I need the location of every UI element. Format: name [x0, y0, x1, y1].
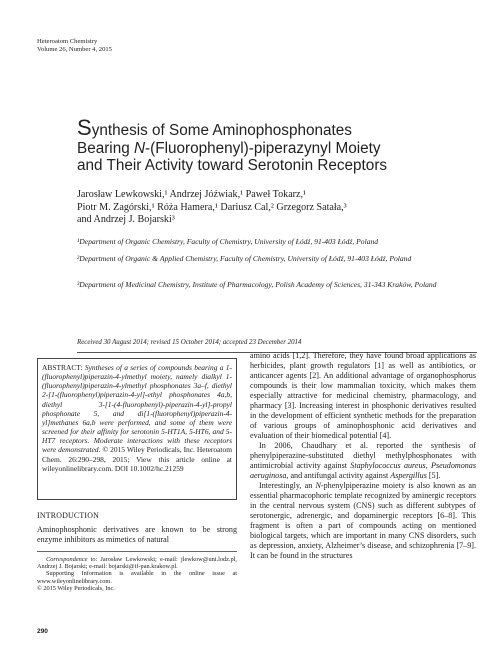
paragraph-3: Interestingly, an N-phenylpiperazine moiety is also known as an essential pharmacophoric template recognized by aminergic receptors in the central nervous system (CNS) such as different subtypes of serotonergic, adrenergic, and dopaminergic receptors [6–8]. This fragment is often a part of compounds acting on mentioned biological targets, which are important in many CNS disorders, such as depression, anxiety, Alzheimer’s disease, and schizophrenia [7–9]. It can be found in the structures — [250, 481, 476, 560]
journal-name: Heteroatom Chemistry — [37, 38, 98, 45]
received-dates: Received 30 August 2014; revised 15 October 2014; accepted 23 December 2014 — [77, 339, 302, 346]
paragraph-1: amino acids [1,2]. Therefore, they have found broad applications as herbicides, plant growth regulators [1] as well as antibiotics, or anticancer agents [2]. An additional advantage of organophosphorus compounds is their low mammalian toxicity, which makes them especially attractive for medicinal chemistry, pharmacology, and pharmacy [3]. Increasing interest in phosphonic derivatives resulted in the development of efficient synthetic methods for the preparation of various groups of aminophosphonic acid derivatives and evaluation of their biomedical potential [4]. — [250, 351, 476, 440]
title-initial: S — [77, 115, 92, 140]
abstract-box — [37, 358, 237, 500]
paragraph-2: In 2006, Chaudhary et al. reported the synthesis of phenylpiperazine-substituted diethyl methylphosphonates with antimicrobial activity against Staphylococcus aureus, Pseudomonas aeruginosa, and antifungal activity against Aspergillus [5]. — [250, 441, 477, 480]
supporting-info-note: Supporting Information is available in the online issue at www.wileyonlinelibrary.com. — [37, 570, 237, 585]
introduction-text: Aminophosphonic derivatives are known to be strong enzyme inhibitors as mimetics of natural — [37, 525, 237, 544]
correspondence-note: Correspondence to: Jarosław Lewkowski; e-mail: jlewkow@uni.lodz.pl, Andrzej J. Bojarski; e-mail: bojarski@if-pan.krakow.pl. — [37, 556, 237, 571]
affiliation-2: ²Department of Organic & Applied Chemistry, Faculty of Chemistry, University of Łódź, 91-403 Łódź, Poland — [77, 254, 412, 263]
copyright-note: © 2015 Wiley Periodicals, Inc. — [37, 584, 115, 592]
page-number: 290 — [37, 628, 48, 635]
footnotes — [37, 556, 237, 592]
title-line-3: and Their Activity toward Serotonin Receptors — [77, 157, 388, 175]
abstract-text: Syntheses of a series of compounds bearing a 1-(fluorophenyl)piperazin-4-ylmethyl moiety, namely dialkyl 1-(fluorophenyl)piperazin-4-ylmethyl phosphonates 3a–f, diethyl 2-[1-(fluorophenyl)piperazin-4-yl]-ethyl phosphonates 4a,b, diethyl 3-[1-(4-fluorophenyl)-piperazin-4-yl]-propyl phosphonate 5, and di[1-(fluorophenyl)piperazin-4-yl]methanes 6a,b were performed, and some of them were screened for their affinity for serotonin 5-HT1A, 5-HT6, and 5-HT7 receptors. Moderate interactions with these receptors were demonstrated. — [42, 363, 232, 455]
abstract-citation: © 2015 Wiley Periodicals, Inc. Heteroatom Chem. 26:290–298, 2015; View this article online at wileyonlinelibrary.com. DOI 10.1002/hc.21259 — [42, 445, 233, 473]
affiliation-3: ³Department of Medicinal Chemistry, Institute of Pharmacology, Polish Academy of Sciences, 31-343 Kraków, Poland — [77, 280, 437, 289]
title-line-2: Bearing N-(Fluorophenyl)-piperazynyl Moiety — [77, 139, 381, 157]
affiliation-1: ¹Department of Organic Chemistry, Faculty of Chemistry, University of Łódź, 91-403 Łódź, Poland — [77, 237, 379, 246]
author-list: Jarosław Lewkowski,¹ Andrzej Jóźwiak,¹ Paweł Tokarz,¹ Piotr M. Zagórski,¹ Róża Hamera,¹ Dariusz Cal,² Grzegorz Satała,³ and Andrzej J. Bojarski³ — [77, 189, 347, 226]
right-column-text — [250, 351, 476, 561]
article-title — [77, 115, 477, 175]
journal-volume: Volume 26, Number 4, 2015 — [37, 46, 112, 54]
journal-header — [37, 38, 112, 55]
introduction-heading: INTRODUCTION — [37, 511, 100, 520]
title-line-1: Synthesis of Some Aminophosphonates — [77, 115, 352, 140]
abstract-label: ABSTRACT: — [42, 363, 83, 372]
footnote-divider — [37, 551, 237, 552]
